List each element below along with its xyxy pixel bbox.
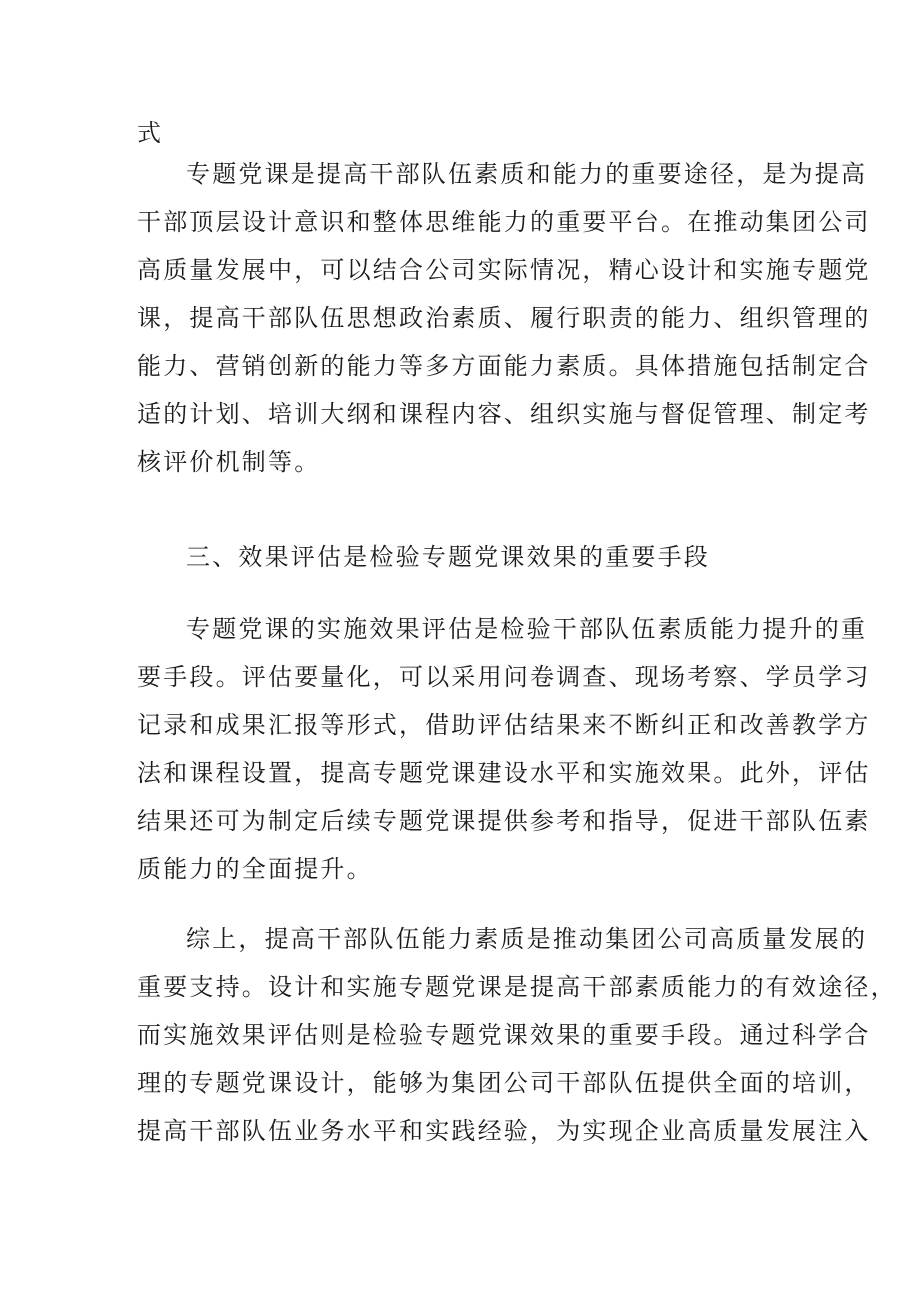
paragraph-1-line-6: 适的计划、培训大纲和课程内容、组织实施与督促管理、制定考 [137,400,871,428]
paragraph-2-line-5: 结果还可为制定后续专题党课提供参考和指导，促进干部队伍素 [137,807,871,835]
paragraph-1-line-7: 核评价机制等。 [137,448,321,476]
paragraph-2-line-2: 要手段。评估要量化，可以采用问卷调查、现场考察、学员学习 [137,663,871,691]
paragraph-3-line-5: 提高干部队伍业务水平和实践经验，为实现企业高质量发展注入 [137,1117,871,1145]
paragraph-1-line-2: 干部顶层设计意识和整体思维能力的重要平台。在推动集团公司 [137,208,871,236]
paragraph-2-line-1: 专题党课的实施效果评估是检验干部队伍素质能力提升的重 [186,615,868,643]
paragraph-3-line-3: 而实施效果评估则是检验专题党课效果的重要手段。通过科学合 [137,1021,871,1049]
paragraph-3-line-1: 综上，提高干部队伍能力素质是推动集团公司高质量发展的 [186,925,868,953]
paragraph-2-line-6: 质能力的全面提升。 [137,855,373,883]
paragraph-1-line-4: 课，提高干部队伍思想政治素质、履行职责的能力、组织管理的 [137,304,871,332]
paragraph-2-line-4: 法和课程设置，提高专题党课建设水平和实施效果。此外，评估 [137,759,871,787]
paragraph-1-line-5: 能力、营销创新的能力等多方面能力素质。具体措施包括制定合 [137,352,871,380]
paragraph-3-line-2: 重要支持。设计和实施专题党课是提高干部素质能力的有效途径， [137,973,897,1001]
paragraph-1-line-3: 高质量发展中，可以结合公司实际情况，精心设计和实施专题党 [137,256,871,284]
fragment-line: 式 [137,119,164,147]
paragraph-1-line-1: 专题党课是提高干部队伍素质和能力的重要途径，是为提高 [186,160,868,188]
paragraph-2-line-3: 记录和成果汇报等形式，借助评估结果来不断纠正和改善教学方 [137,711,871,739]
paragraph-3-line-4: 理的专题党课设计，能够为集团公司干部队伍提供全面的培训， [137,1069,871,1097]
section-heading: 三、效果评估是检验专题党课效果的重要手段 [186,543,710,571]
